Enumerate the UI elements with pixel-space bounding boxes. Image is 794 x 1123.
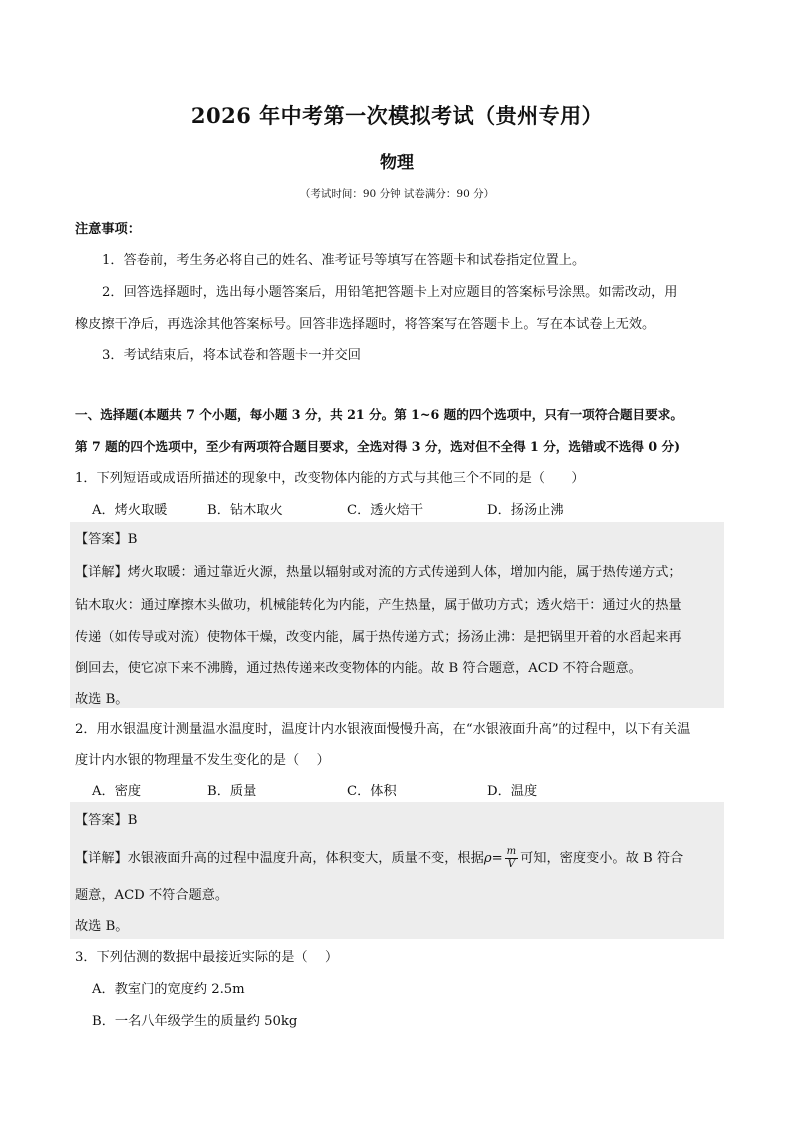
formula-denominator: V <box>507 859 515 870</box>
notice-item-2-line-1: 2．回答选择题时，选出每小题答案后，用铅笔把答题卡上对应题目的答案标号涂黑。如需改动，用 <box>102 285 678 300</box>
question-2-stem-line-1: 2．用水银温度计测量温水温度时，温度计内水银液面慢慢升高，在“水银液面升高”的过程中，以下有关温 <box>75 722 691 737</box>
formula-lhs: ρ= <box>483 851 503 866</box>
question-1-detail-line-1: 【详解】烤火取暖：通过靠近火源，热量以辐射或对流的方式传递到人体，增加内能，属于热传递方式； <box>75 565 682 580</box>
section-heading-line-1: 一、选择题(本题共 7 个小题，每小题 3 分，共 21 分。第 1~6 题的四个选项中，只有一项符合题目要求。 <box>75 407 683 422</box>
question-2-conclusion: 故选 B。 <box>75 919 129 934</box>
question-1-detail-line-2: 钻木取火：通过摩擦木头做功，机械能转化为内能，产生热量，属于做功方式；透火焙干：通过火的热量 <box>75 598 682 613</box>
question-2-detail-text-after: 可知，密度变小。故 B 符合 <box>520 851 684 866</box>
question-2-option-c: C．体积 <box>347 784 397 799</box>
exam-info: （考试时间：90 分钟 试卷满分：90 分） <box>299 188 495 200</box>
question-3-option-b: B．一名八年级学生的质量约 50kg <box>92 1014 298 1029</box>
question-1-stem: 1．下列短语或成语所描述的现象中，改变物体内能的方式与其他三个不同的是（ ） <box>75 471 585 486</box>
question-2-option-a: A．密度 <box>92 784 142 799</box>
section-heading-line-2: 第 7 题的四个选项中，至少有两项符合题目要求，全选对得 3 分，选对但不全得 1 分，选错或不选得 0 分) <box>75 439 681 454</box>
density-formula <box>483 846 520 870</box>
question-3-stem: 3．下列估测的数据中最接近实际的是（ ） <box>75 950 339 965</box>
formula-numerator: m <box>506 846 517 857</box>
question-2-detail-line-1 <box>75 846 725 871</box>
question-1-answer-block <box>70 522 724 708</box>
question-2-answer: 【答案】B <box>75 813 138 828</box>
question-1-answer: 【答案】B <box>75 532 138 547</box>
question-1-detail-line-3: 传递（如传导或对流）使物体干燥，改变内能，属于热传递方式；扬汤止沸：是把锅里开着的水舀起来再 <box>75 630 682 645</box>
notice-item-2-line-2: 橡皮擦干净后，再选涂其他答案标号。回答非选择题时，将答案写在答题卡上。写在本试卷上无效。 <box>75 317 656 332</box>
question-1-detail-line-4: 倒回去，使它凉下来不沸腾，通过热传递来改变物体的内能。故 B 符合题意，ACD 不符合题意。 <box>75 661 642 676</box>
question-2-option-b: B．质量 <box>207 784 257 799</box>
question-1-conclusion: 故选 B。 <box>75 692 129 707</box>
question-2-detail-line-2: 题意，ACD 不符合题意。 <box>75 888 229 903</box>
question-3-option-a: A．教室门的宽度约 2.5m <box>92 982 245 997</box>
question-1-option-b: B．钻木取火 <box>207 503 283 518</box>
question-2-detail-text-before: 【详解】水银液面升高的过程中温度升高，体积变大，质量不变，根据 <box>75 851 484 866</box>
page-title: 2026 年中考第一次模拟考试（贵州专用） <box>190 103 604 128</box>
notice-heading: 注意事项： <box>75 222 141 237</box>
question-1-option-d: D．扬汤止沸 <box>487 503 564 518</box>
question-2-stem-line-2: 度计内水银的物理量不发生变化的是（ ） <box>75 753 330 768</box>
question-1-option-c: C．透火焙干 <box>347 503 424 518</box>
question-1-option-a: A．烤火取暖 <box>92 503 168 518</box>
subject-title: 物理 <box>380 153 414 173</box>
question-2-option-d: D．温度 <box>487 784 538 799</box>
notice-item-3: 3．考试结束后，将本试卷和答题卡一并交回 <box>102 348 361 363</box>
notice-item-1: 1．答卷前，考生务必将自己的姓名、准考证号等填写在答题卡和试卷指定位置上。 <box>102 253 586 268</box>
